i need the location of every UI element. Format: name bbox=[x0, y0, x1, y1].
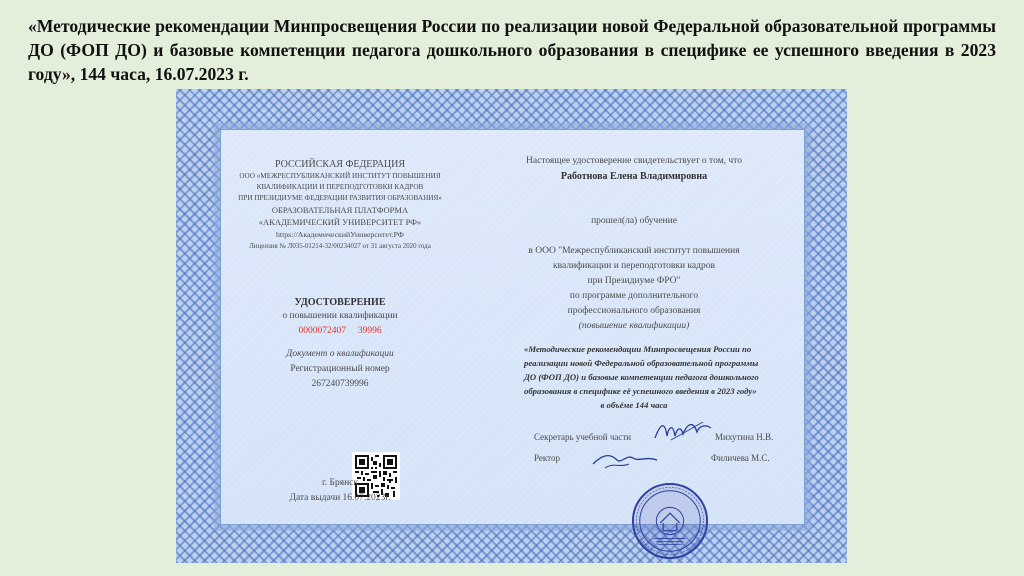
platform-line-2: «АКАДЕМИЧЕСКИЙ УНИВЕРСИТЕТ РФ» bbox=[258, 217, 422, 227]
program-line-1: по программе дополнительного bbox=[569, 291, 699, 301]
issue-city: г. Брянск bbox=[321, 478, 359, 488]
platform-line-1: ОБРАЗОВАТЕЛЬНАЯ ПЛАТФОРМА bbox=[271, 205, 409, 215]
course-title-line-1: «Методические рекомендации Минпросвещения России по bbox=[524, 344, 752, 354]
program-line-2: профессионального образования bbox=[567, 306, 701, 316]
org-line-2: КВАЛИФИКАЦИИ И ПЕРЕПОДГОТОВКИ КАДРОВ bbox=[256, 183, 424, 191]
document-number: 0000072407 39996 bbox=[298, 326, 382, 336]
registration-label: Регистрационный номер bbox=[290, 364, 390, 374]
recipient-name: Работнова Елена Владимировна bbox=[560, 171, 708, 182]
country-name: РОССИЙСКАЯ ФЕДЕРАЦИЯ bbox=[274, 159, 406, 170]
document-subtitle: о повышении квалификации bbox=[282, 311, 398, 321]
course-title-line-3: ДО (ФОП ДО) и базовые компетенции педагога дошкольного bbox=[524, 372, 759, 382]
institution-line-1: в ООО "Межреспубликанский институт повышения bbox=[528, 246, 740, 256]
rector-label: Ректор bbox=[534, 453, 560, 463]
org-line-3: ПРИ ПРЕЗИДИУМЕ ФЕДЕРАЦИИ РАЗВИТИЯ ОБРАЗОВАНИЯ» bbox=[238, 194, 442, 202]
certifies-text: Настоящее удостоверение свидетельствует о том, что bbox=[526, 156, 742, 166]
org-line-1: ООО «МЕЖРЕСПУБЛИКАНСКИЙ ИНСТИТУТ ПОВЫШЕНИЯ bbox=[239, 172, 441, 180]
completed-training: прошел(ла) обучение bbox=[591, 216, 677, 226]
document-type: Документ о квалификации bbox=[286, 349, 394, 359]
document-title: УДОСТОВЕРЕНИЕ bbox=[294, 297, 386, 308]
institution-line-2: квалификации и переподготовки кадров bbox=[553, 261, 715, 271]
course-hours: в объёме 144 часа bbox=[600, 400, 668, 410]
registration-number: 267240739996 bbox=[311, 379, 369, 389]
license-number: Лицензия № Л035-01214-32/00234027 от 31 августа 2020 года bbox=[249, 243, 431, 250]
course-title-line-2: реализации новой Федеральной образовательной программы bbox=[524, 358, 759, 368]
slide-heading: «Методические рекомендации Минпросвещения России по реализации новой Федеральной образовательной программы ДО (ФОП ДО) и базовые компетенции педагога дошкольного образования в специфике ее успешного введения в 2023 году», 144 часа, 16.07.2023 г. bbox=[28, 16, 996, 84]
rector-signature-icon bbox=[591, 446, 661, 472]
rector-name: Филичева М.С. bbox=[711, 453, 770, 463]
institution-line-3: при Президиуме ФРО" bbox=[587, 276, 681, 286]
certificate-image bbox=[176, 89, 847, 563]
secretary-signature-icon bbox=[653, 418, 715, 444]
official-seal-icon bbox=[631, 482, 709, 560]
certificate-inner-panel bbox=[220, 129, 805, 525]
website-url: https://АкадемическийУниверситет.РФ bbox=[276, 230, 404, 239]
secretary-name: Михутина Н.В. bbox=[715, 432, 774, 442]
issue-date: Дата выдачи 16.07.2023г. bbox=[289, 493, 391, 503]
secretary-label: Секретарь учебной части bbox=[534, 432, 632, 442]
program-type: (повышение квалификации) bbox=[578, 321, 690, 331]
course-title-line-4: образования в специфике её успешного введения в 2023 году» bbox=[524, 386, 757, 396]
